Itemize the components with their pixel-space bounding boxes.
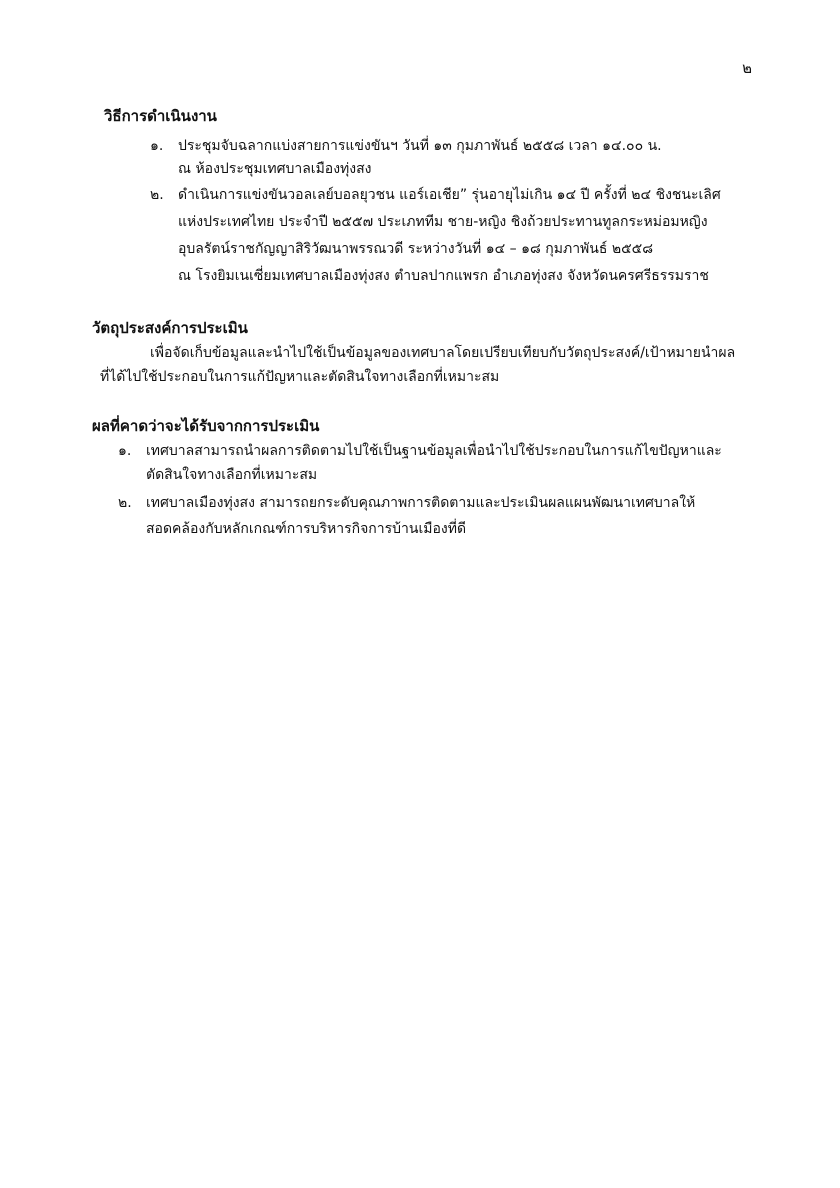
- item-line: อุบลรัตน์ราชกัญญาสิริวัฒนาพรรณวดี ระหว่างวันที่ ๑๔ – ๑๘ กุมภาพันธ์ ๒๕๕๘: [178, 241, 654, 257]
- item-line: ประชุมจับฉลากแบ่งสายการแข่งขันฯ วันที่ ๑๓ กุมภาพันธ์ ๒๕๕๘ เวลา ๑๔.๐๐ น.: [178, 138, 662, 154]
- item-line: สอดคล้องกับหลักเกณฑ์การบริหารกิจการบ้านเมืองที่ดี: [146, 521, 467, 537]
- item-line: ณ โรงยิมเนเซี่ยมเทศบาลเมืองทุ่งสง ตำบลปากแพรก อำเภอทุ่งสง จังหวัดนครศรีธรรมราช: [178, 268, 709, 284]
- section-heading: วัตถุประสงค์การประเมิน: [92, 319, 248, 337]
- item-line: ดำเนินการแข่งขันวอลเลย์บอลยุวชน แอร์เอเชีย” รุ่นอายุไม่เกิน ๑๔ ปี ครั้งที่ ๒๔ ชิงชนะเลิศ: [178, 187, 721, 203]
- paragraph-line: ที่ได้ไปใช้ประกอบในการแก้ปัญหาและตัดสินใจทางเลือกที่เหมาะสม: [100, 369, 500, 385]
- item-marker: ๒.: [150, 187, 164, 203]
- item-line: ณ ห้องประชุมเทศบาลเมืองทุ่งสง: [178, 161, 372, 177]
- item-line: ตัดสินใจทางเลือกที่เหมาะสม: [146, 467, 318, 483]
- page-number: ๒: [742, 59, 752, 77]
- item-line: แห่งประเทศไทย ประจำปี ๒๕๕๗ ประเภททีม ชาย-หญิง ชิงถ้วยประทานทูลกระหม่อมหญิง: [178, 214, 708, 230]
- item-line: เทศบาลสามารถนำผลการติดตามไปใช้เป็นฐานข้อมูลเพื่อนำไปใช้ประกอบในการแก้ไขปัญหาและ: [146, 443, 722, 459]
- item-marker: ๑.: [150, 138, 164, 154]
- paragraph-line: เพื่อจัดเก็บข้อมูลและนำไปใช้เป็นข้อมูลของเทศบาลโดยเปรียบเทียบกับวัตถุประสงค์/เป้าหมายนำผล: [150, 345, 736, 361]
- item-line: เทศบาลเมืองทุ่งสง สามารถยกระดับคุณภาพการติดตามและประเมินผลแผนพัฒนาเทศบาลให้: [146, 495, 696, 511]
- item-marker: ๑.: [118, 443, 132, 459]
- item-marker: ๒.: [118, 495, 132, 511]
- section-heading: วิธีการดำเนินงาน: [104, 107, 217, 125]
- section-heading: ผลที่คาดว่าจะได้รับจากการประเมิน: [92, 417, 320, 435]
